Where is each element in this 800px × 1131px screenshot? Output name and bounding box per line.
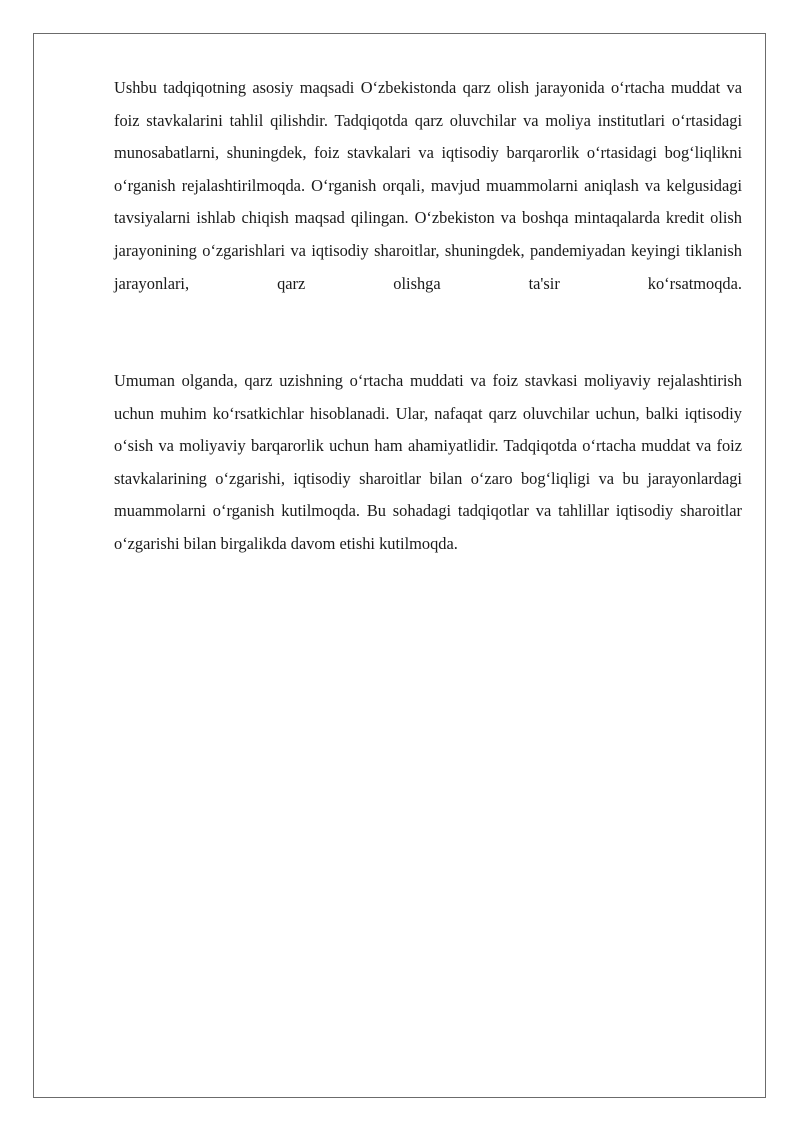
paragraph-2: Umuman olganda, qarz uzishning o‘rtacha muddati va foiz stavkasi moliyaviy rejalashtirish uchun muhim ko‘rsatkichlar hisoblanadi. Ular, nafaqat qarz oluvchilar uchun, balki iqtisodiy o‘sish va moliyaviy barqarorlik uchun ham ahamiyatlidir. Tadqiqotda o‘rtacha muddat va foiz stavkalarining o‘zgarishi, iqtisodiy sharoitlar bilan o‘zaro bog‘liqligi va bu jarayonlardagi muammolarni o‘rganish kutilmoqda. Bu sohadagi tadqiqotlar va tahlillar iqtisodiy sharoitlar o‘zgarishi bilan birgalikda davom etishi kutilmoqda.: [114, 371, 742, 553]
paragraph-1: Ushbu tadqiqotning asosiy maqsadi O‘zbekistonda qarz olish jarayonida o‘rtacha muddat va foiz stavkalarini tahlil qilishdir. Tadqiqotda qarz oluvchilar va moliya institutlari o‘rtasidagi munosabatlarni, shuningdek, foiz stavkalari va iqtisodiy barqarorlik o‘rtasidagi bog‘liqlikni o‘rganish rejalashtirilmoqda. O‘rganish orqali, mavjud muammolarni aniqlash va kelgusidagi tavsiyalarni ishlab chiqish maqsad qilingan. O‘zbekiston va boshqa mintaqalarda kredit olish jarayonining o‘zgarishlari va iqtisodiy sharoitlar, shuningdek, pandemiyadan keyingi tiklanish jarayonlari, qarz olishga ta'sir ko‘rsatmoqda.: [114, 78, 742, 293]
